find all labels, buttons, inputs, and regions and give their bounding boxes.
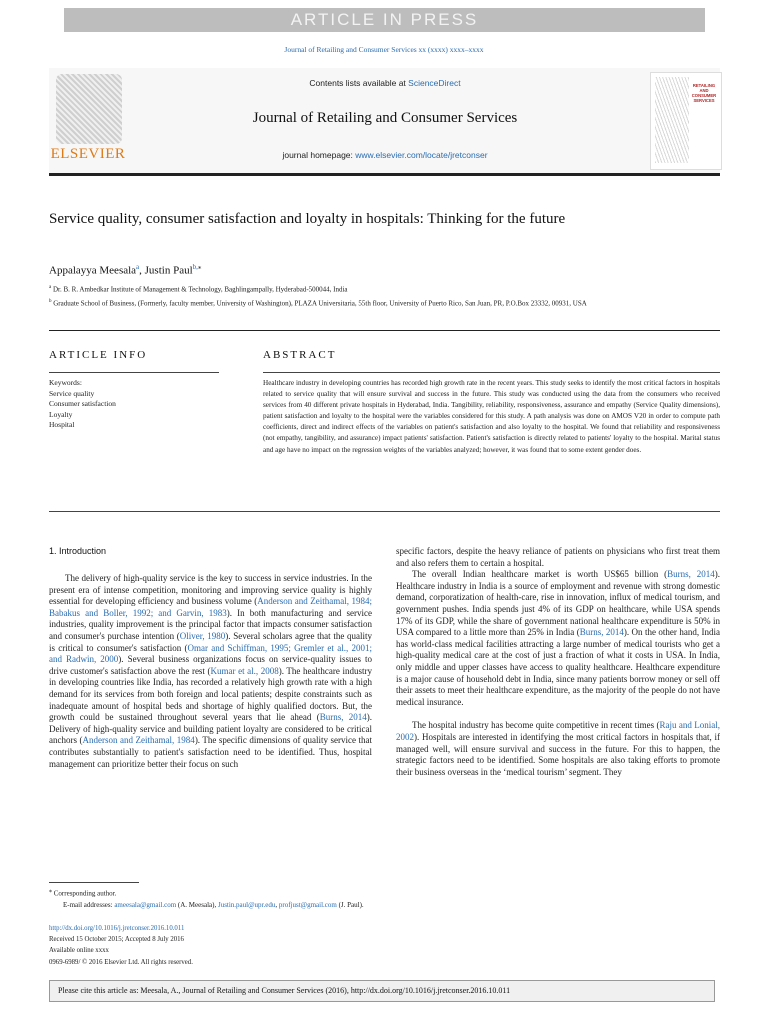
contents-prefix: Contents lists available at bbox=[309, 78, 409, 88]
info-section-rule bbox=[49, 330, 720, 331]
cover-pattern bbox=[655, 77, 689, 163]
abstract-heading: ABSTRACT bbox=[263, 349, 337, 361]
available-online: Available online xxxx bbox=[49, 947, 109, 955]
email-link[interactable]: Justin.paul@upr.edu bbox=[217, 901, 276, 909]
keywords-label: Keywords: bbox=[49, 378, 82, 387]
keyword-item: Loyalty bbox=[49, 409, 73, 419]
keyword-item: Service quality bbox=[49, 388, 95, 398]
article-info-rule bbox=[49, 372, 219, 373]
publication-info bbox=[49, 923, 193, 968]
footnote-rule bbox=[49, 882, 139, 883]
elsevier-tree-icon bbox=[56, 74, 122, 144]
body-column-left bbox=[49, 573, 372, 770]
author-line bbox=[49, 263, 201, 277]
abstract-rule bbox=[263, 372, 720, 373]
publisher-name: ELSEVIER bbox=[50, 146, 126, 162]
author-separator: , bbox=[139, 264, 145, 277]
corresponding-author-icon[interactable]: ⁎ bbox=[197, 263, 202, 271]
contents-line bbox=[130, 78, 640, 88]
citation-link[interactable]: Kumar et al., 2008 bbox=[210, 665, 279, 676]
please-cite-box: Please cite this article as: Meesala, A., Journal of Retailing and Consumer Services (2016), http://dx.doi.org/10.1016/j.jretconser.2016.10.011 bbox=[49, 980, 715, 1002]
abstract-bottom-rule bbox=[49, 511, 720, 512]
body-column-right bbox=[396, 546, 720, 778]
keyword-item: Hospital bbox=[49, 420, 75, 429]
journal-cover-thumbnail[interactable] bbox=[650, 72, 722, 170]
author-meesala: Appalayya Meesala bbox=[49, 264, 137, 277]
hospital-industry-paragraph: The hospital industry has become quite competitive in recent times (Raju and Lonial, 2002). Hospitals are interested in identifying the most critical factors in hospitals that, if managed well, will ensure survival and success in the future. For this to happen, the strategic factors need to be identified. Some hospitals are also taking efforts to promote their business overseas in the ‘medical tourism’ segment. They bbox=[396, 720, 720, 777]
homepage-link[interactable]: www.elsevier.com/locate/jretconser bbox=[355, 150, 488, 160]
introduction-heading: 1. Introduction bbox=[49, 546, 107, 556]
keyword-item: Consumer satisfaction bbox=[49, 399, 116, 408]
affiliation-a bbox=[49, 284, 649, 293]
affiliation-b-link[interactable]: b, bbox=[192, 263, 198, 271]
abstract-text: Healthcare industry in developing countries has recorded high growth rate in the recent years. This study seeks to identify the most critical factors in hospitals related to service quality that will ensure survival and success in the future. This study was conducted using the data from the consumers who received services from 40 different private hospitals in Hyderabad, India. Tangibility, reliability, responsiveness, assurance and empathy (Service Quality dimensions), patient satisfaction and loyalty to the hospital were the variables considered for this study. A path analysis was done on AMOS V20 in order to compute path coefficients, direct and indirect effects of the variables on patient's satisfaction and also loyalty to the hospital. We found that reliability and responsiveness (not empathy, tangibility, and assurance) impact patients' satisfaction. Patient's satisfaction is directly related to patients' loyalty to the hospital. Marital status and age have no impact on the regression weights of the variables analyzed; however, it was found that to some extent gender does. bbox=[263, 379, 720, 454]
journal-homepage-line bbox=[130, 150, 640, 160]
email-link[interactable]: profjust@gmail.com bbox=[278, 901, 337, 909]
citation-link[interactable]: Burns, 2014 bbox=[579, 627, 624, 638]
affiliation-b bbox=[49, 298, 649, 307]
homepage-prefix: journal homepage: bbox=[282, 150, 356, 160]
doi-link[interactable]: http://dx.doi.org/10.1016/j.jretconser.2016.10.011 bbox=[49, 925, 185, 932]
email-link[interactable]: ameesala@gmail.com bbox=[114, 901, 177, 909]
article-info-heading: ARTICLE INFO bbox=[49, 349, 148, 361]
received-dates: Received 15 October 2015; Accepted 8 July 2016 bbox=[49, 936, 184, 944]
affiliation-a-mark: a bbox=[49, 285, 52, 290]
journal-citation-line[interactable]: Journal of Retailing and Consumer Services xx (xxxx) xxxx–xxxx bbox=[284, 45, 484, 54]
affiliation-b-mark: b bbox=[49, 299, 52, 304]
journal-title: Journal of Retailing and Consumer Services bbox=[252, 110, 518, 126]
article-title: Service quality, consumer satisfaction and loyalty in hospitals: Thinking for the future bbox=[49, 211, 566, 227]
affiliation-b-text: Graduate School of Business, (Formerly, faculty member, University of Washington), PLAZA Universitaria, 55th floor, University of Puerto Rico, San Juan, PR, P.O.Box 23332, 00931, USA bbox=[53, 299, 587, 308]
copyright-notice: 0969-6989/ © 2016 Elsevier Ltd. All rights reserved. bbox=[49, 958, 193, 966]
cover-title: RETAILING AND CONSUMER SERVICES bbox=[691, 83, 717, 103]
affiliation-a-link[interactable]: a bbox=[136, 263, 140, 271]
citation-link[interactable]: Raju and Lonial, 2002 bbox=[396, 720, 720, 742]
citation-link[interactable]: Omar and Schiffman, 1995; Gremler et al., 2001; and Radwin, 2000 bbox=[49, 642, 372, 665]
citation-link[interactable]: Anderson and Zeithamal, 1984; Babakus and Boller, 1992; and Garvin, 1983 bbox=[49, 596, 372, 618]
article-in-press-banner: ARTICLE IN PRESS bbox=[64, 8, 705, 32]
citation-link[interactable]: Oliver, 1980 bbox=[179, 630, 226, 641]
citation-link[interactable]: Burns, 2014 bbox=[667, 569, 715, 580]
email-footnote: E-mail addresses: ameesala@gmail.com (A. Meesala), Justin.paul@upr.edu, profjust@gmail.com (J. Paul). bbox=[63, 901, 364, 909]
market-paragraph: The overall Indian healthcare market is worth US$65 billion (Burns, 2014). Healthcare industry in India is a source of employment and revenue with strong domestic demand, corporatization of health-care, rise in innovation, influx of medical tourism, and government pushes. India spends just 4% of its GDP on healthcare, while USA spends 17% of its GDP, while the share of government national healthcare expenditure is 50% in USA compared to a little more than 25% in India (Burns, 2014). On the other hand, India has world-class medical facilities attracting a large number of medical tourists who get a high-quality medical care at the cost of just a fraction of what it costs in USA. In India, only middle and upper classes have access to quality healthcare. Healthcare expenditure is a major cause of household debt in India, since many patients borrow money or sell off their assets to meet their healthcare expenditure, as the majority of the people do not have medical insurance. bbox=[396, 569, 720, 707]
sciencedirect-link[interactable]: ScienceDirect bbox=[408, 78, 461, 88]
intro-paragraph-1: The delivery of high-quality service is the key to success in service industries. In the present era of intense competition, monitoring and improving service quality is highly essential for developing efficiency and business volume (Anderson and Zeithamal, 1984; Babakus and Boller, 1992; and Garvin, 1983). In both manufacturing and service industries, quality improvement is the principal factor that impacts consumer satisfaction and consumer's purchase intention (Oliver, 1980). Several scholars agree that the quality is critical to consumer's satisfaction (Omar and Schiffman, 1995; Gremler et al., 2001; and Radwin, 2000). Several business organizations focus on service-quality issues to drive customer's satisfaction above the rest (Kumar et al., 2008). The healthcare industry in developing countries like India, has recorded a relatively high growth rate with a high demand for its services from both foreign and local patients; despite constraints such as inadequate amount of hospital beds and shortage of highly qualified doctors. But, the growth could be sustained throughout several years that lie ahead (Burns, 2014). Delivery of high-quality service and building patient loyalty are considered to be critical anchors (Anderson and Zeithamal, 1984). The specific dimensions of quality service that contributes substantially to patient's satisfaction need to be identified. Thus, hospital management can prioritize better their focus on such bbox=[49, 573, 373, 769]
keywords-block bbox=[49, 378, 116, 431]
affiliation-a-text: Dr. B. R. Ambedkar Institute of Management & Technology, Baghlingampally, Hyderabad-500044, India bbox=[52, 285, 348, 294]
author-paul: Justin Paul bbox=[144, 264, 193, 277]
header-divider bbox=[49, 173, 720, 176]
citation-link[interactable]: Burns, 2014 bbox=[319, 712, 367, 723]
elsevier-logo[interactable] bbox=[50, 74, 126, 166]
paragraph-continuation: specific factors, despite the heavy reliance of patients on physicians who first treat them and also refers them to certain a hospital. bbox=[396, 546, 720, 568]
corresponding-mark: ⁎ bbox=[49, 888, 52, 894]
citation-link[interactable]: Anderson and Zeithamal, 1984 bbox=[82, 735, 195, 746]
corresponding-footnote: ⁎ Corresponding author. bbox=[49, 888, 117, 898]
